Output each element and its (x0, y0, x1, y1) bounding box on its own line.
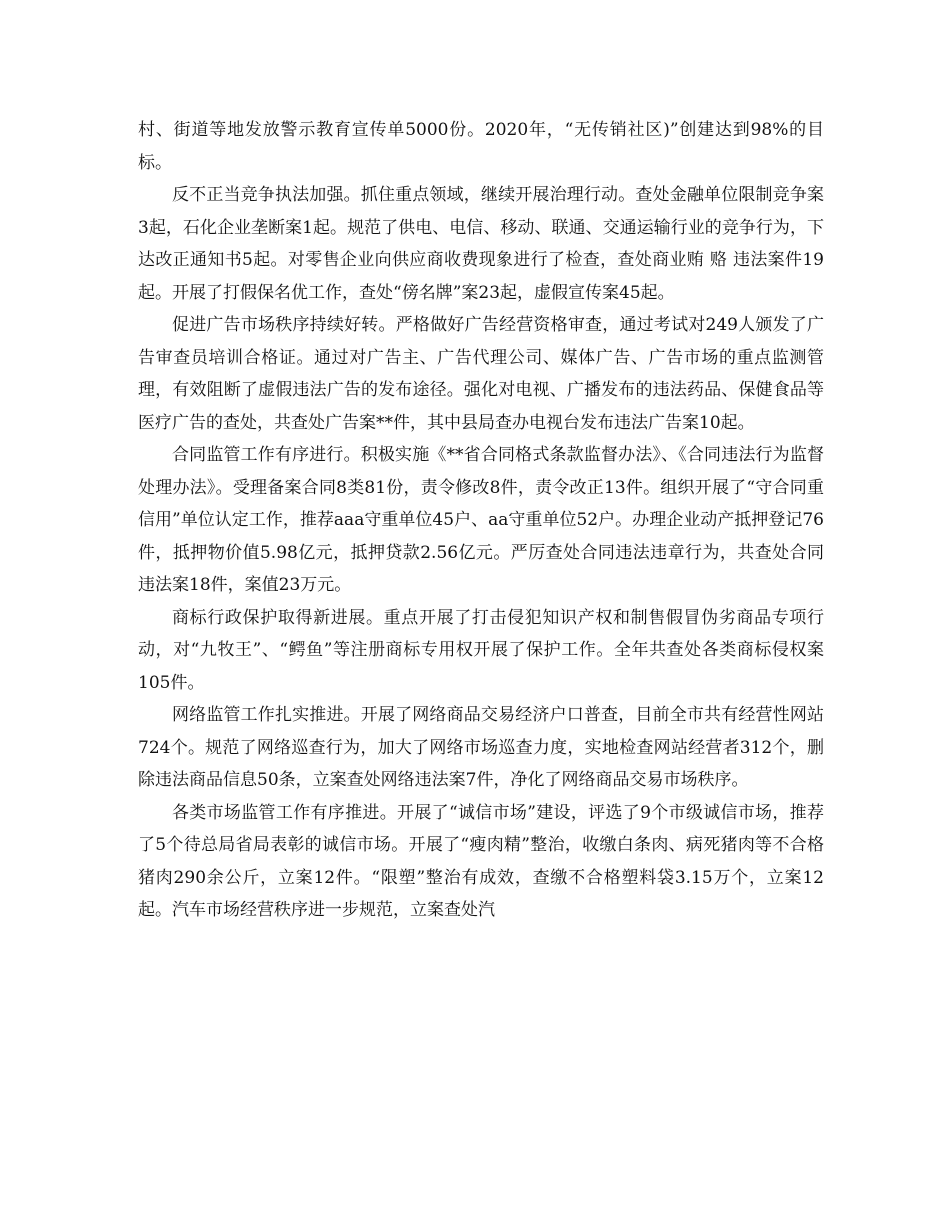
paragraph-7: 各类市场监管工作有序推进。开展了“诚信市场”建设，评选了9个市级诚信市场，推荐了5个待总局省局表彰的诚信市场。开展了“瘦肉精”整治，收缴白条肉、病死猪肉等不合格猪肉290余公斤，立案12件。“限塑”整治有成效，查缴不合格塑料袋3.15万个，立案12起。汽车市场经营秩序进一步规范，立案查处汽 (138, 802, 824, 920)
document-page (138, 114, 824, 927)
paragraph-5: 商标行政保护取得新进展。重点开展了打击侵犯知识产权和制售假冒伪劣商品专项行动，对“九牧王”、“鳄鱼”等注册商标专用权开展了保护工作。全年共查处各类商标侵权案105件。 (138, 607, 824, 693)
paragraph-4: 合同监管工作有序进行。积极实施《**省合同格式条款监督办法》、《合同违法行为监督处理办法》。受理备案合同8类81份，责令修改8件，责令改正13件。组织开展了“守合同重信用”单位认定工作，推荐aaa守重单位45户、aa守重单位52户。办理企业动产抵押登记76 件，抵押物价值5.98亿元，抵押贷款2.56亿元。严厉查处合同违法违章行为，共查处合同违法案18件，案值23万元。 (138, 445, 824, 595)
paragraph-1: 村、街道等地发放警示教育宣传单5000份。2020年，“无传销社区)”创建达到98%的目标。 (138, 120, 824, 173)
paragraph-3: 促进广告市场秩序持续好转。严格做好广告经营资格审查，通过考试对249人颁发了广告审查员培训合格证。通过对广告主、广告代理公司、媒体广告、广告市场的重点监测管理，有效阻断了虚假违法广告的发布途径。强化对电视、广播发布的违法药品、保健食品等医疗广告的查处，共查处广告案**件，其中县局查办电视台发布违法广告案10起。 (138, 315, 824, 433)
paragraph-6: 网络监管工作扎实推进。开展了网络商品交易经济户口普查，目前全市共有经营性网站724个。规范了网络巡查行为，加大了网络市场巡查力度，实地检查网站经营者312个，删除违法商品信息50条，立案查处网络违法案7件，净化了网络商品交易市场秩序。 (138, 705, 824, 790)
paragraph-2: 反不正当竞争执法加强。抓住重点领域，继续开展治理行动。查处金融单位限制竞争案3起，石化企业垄断案1起。规范了供电、电信、移动、联通、交通运输行业的竞争行为，下达改正通知书5起。对零售企业向供应商收费现象进行了检查，查处商业贿 赂 违法案件19起。开展了打假保名优工作，查处“傍名牌”案23起，虚假宣传案45起。 (138, 185, 824, 303)
